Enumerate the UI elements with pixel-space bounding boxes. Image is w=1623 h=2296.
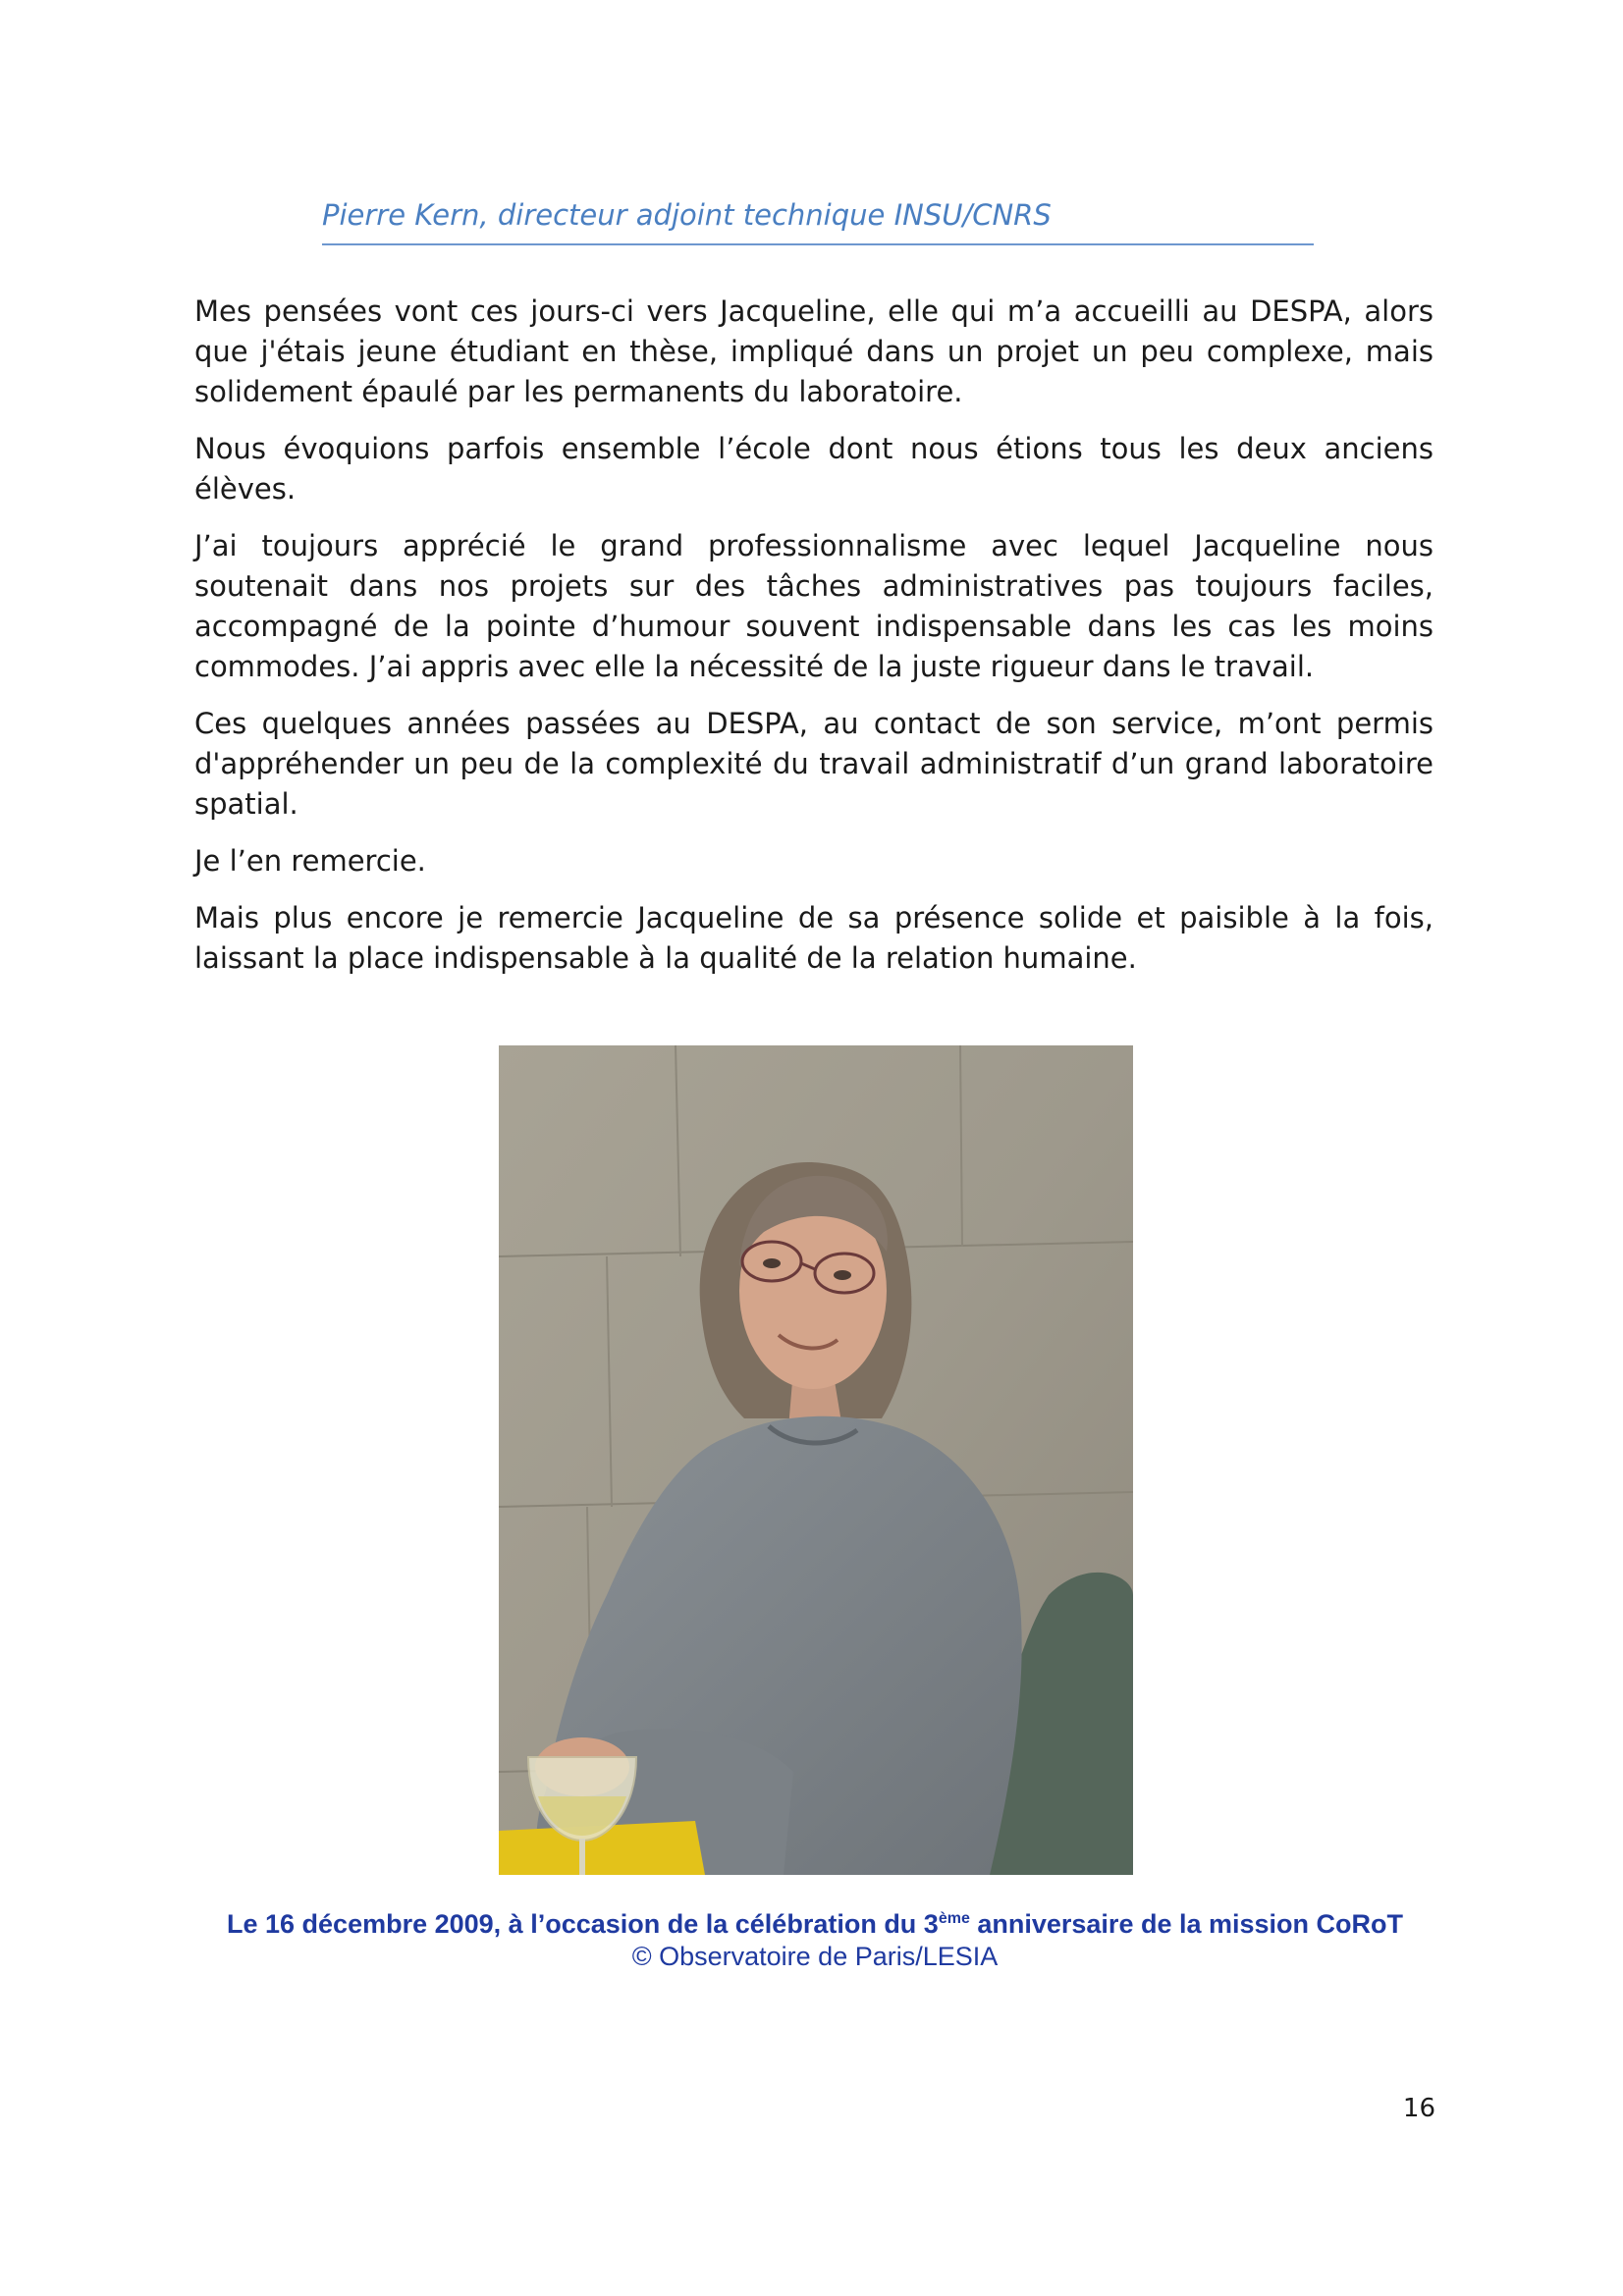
page-number: 16 (1402, 2094, 1435, 2123)
photo-caption (147, 1902, 1483, 1972)
caption-text-end: anniversaire de la mission CoRoT (969, 1909, 1403, 1939)
paragraph: Ces quelques années passées au DESPA, au contact de son service, m’ont permis d'appréhender un peu de la complexité du travail administratif d’un grand laboratoire spatial. (194, 707, 1434, 821)
paragraph: Mes pensées vont ces jours-ci vers Jacqueline, elle qui m’a accueilli au DESPA, alors que j'étais jeune étudiant en thèse, impliqué dans un projet un peu complexe, mais solidement épaulé par les permanents du laboratoire. (194, 294, 1434, 408)
body-text (194, 292, 1434, 995)
portrait-photo (499, 1045, 1133, 1875)
photo-credit: © Observatoire de Paris/LESIA (631, 1942, 999, 1971)
caption-title (147, 1902, 1483, 1941)
caption-superscript: ème (938, 1910, 970, 1927)
paragraph: J’ai toujours apprécié le grand professionnalisme avec lequel Jacqueline nous soutenait dans nos projets sur des tâches administratives pas toujours faciles, accompagné de la pointe d’humour souvent indispensable dans les cas les moins commodes. J’ai appris avec elle la nécessité de la juste rigueur dans le travail. (194, 529, 1434, 683)
author-heading: Pierre Kern, directeur adjoint technique INSU/CNRS (322, 192, 1314, 245)
paragraph: Nous évoquions parfois ensemble l’école dont nous étions tous les deux anciens élèves. (194, 432, 1434, 506)
caption-text: Le 16 décembre 2009, à l’occasion de la célébration du 3 (227, 1909, 939, 1939)
paragraph: Je l’en remercie. (194, 844, 426, 878)
paragraph: Mais plus encore je remercie Jacqueline de sa présence solide et paisible à la fois, laissant la place indispensable à la qualité de la relation humaine. (194, 901, 1434, 975)
